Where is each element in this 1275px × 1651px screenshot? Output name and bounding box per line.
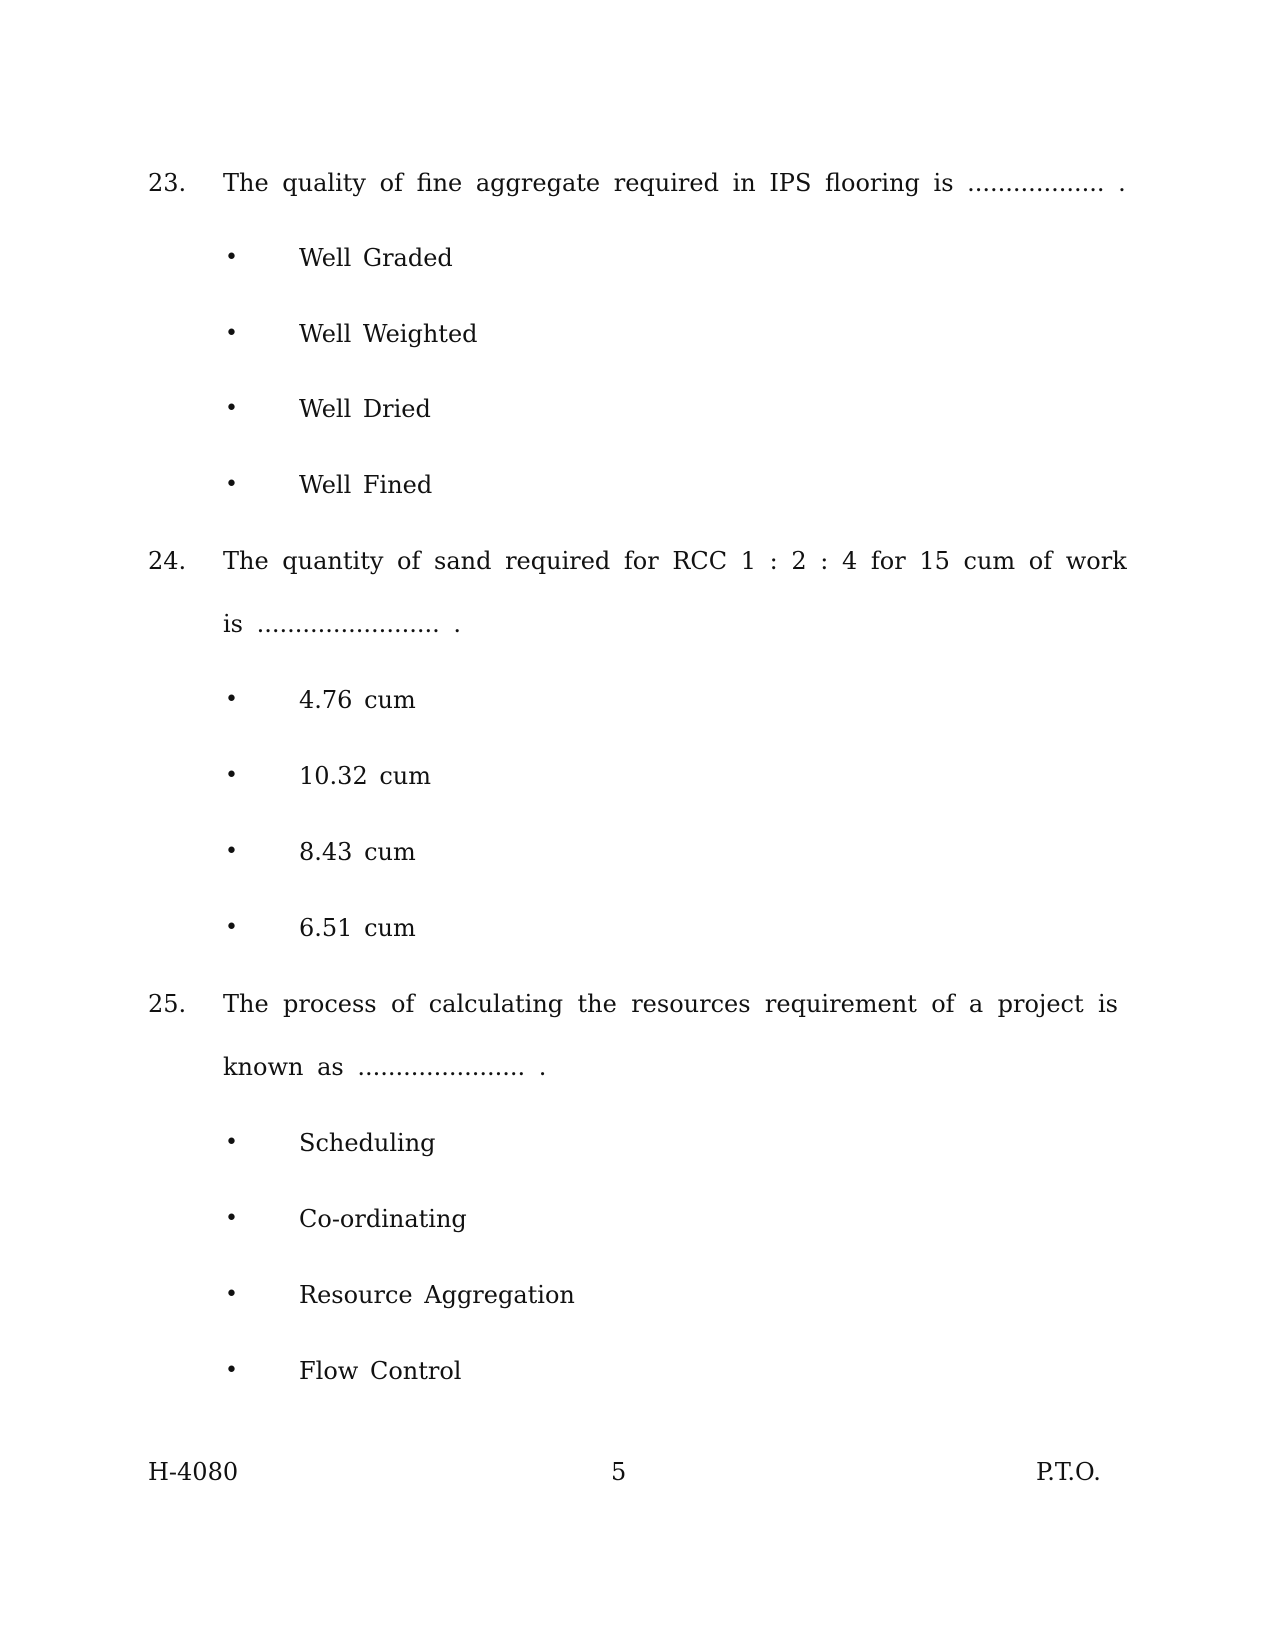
option-item: Well Weighted [299, 320, 478, 348]
bullet-icon: • [225, 1130, 238, 1155]
option-item: 4.76 cum [299, 686, 416, 714]
bullet-icon: • [225, 1282, 238, 1307]
question-text: The quantity of sand required for RCC 1 : 2 : 4 for 15 cum of work [223, 547, 1127, 575]
question-text-continued: known as ...................... . [223, 1053, 547, 1081]
question-text-continued: is ........................ . [223, 610, 461, 638]
bullet-icon: • [225, 763, 238, 788]
option-item: Flow Control [299, 1357, 462, 1385]
question-number: 23. [148, 169, 187, 197]
bullet-icon: • [225, 245, 238, 270]
bullet-icon: • [225, 839, 238, 864]
option-item: Resource Aggregation [299, 1281, 575, 1309]
bullet-icon: • [225, 472, 238, 497]
option-item: Well Graded [299, 244, 453, 272]
question-number: 25. [148, 990, 187, 1018]
option-item: Co-ordinating [299, 1205, 467, 1233]
question-text: The process of calculating the resources requirement of a project is [223, 990, 1118, 1018]
page-number: 5 [611, 1458, 627, 1486]
paper-code: H-4080 [148, 1458, 239, 1486]
option-item: 6.51 cum [299, 914, 416, 942]
option-item: Well Fined [299, 471, 433, 499]
question-number: 24. [148, 547, 187, 575]
bullet-icon: • [225, 915, 238, 940]
bullet-icon: • [225, 687, 238, 712]
option-item: 10.32 cum [299, 762, 431, 790]
option-item: 8.43 cum [299, 838, 416, 866]
bullet-icon: • [225, 1358, 238, 1383]
bullet-icon: • [225, 1206, 238, 1231]
option-item: Well Dried [299, 395, 431, 423]
bullet-icon: • [225, 321, 238, 346]
question-text: The quality of fine aggregate required in IPS flooring is .................. . [223, 169, 1126, 197]
pto-label: P.T.O. [1036, 1458, 1101, 1486]
bullet-icon: • [225, 396, 238, 421]
option-item: Scheduling [299, 1129, 436, 1157]
